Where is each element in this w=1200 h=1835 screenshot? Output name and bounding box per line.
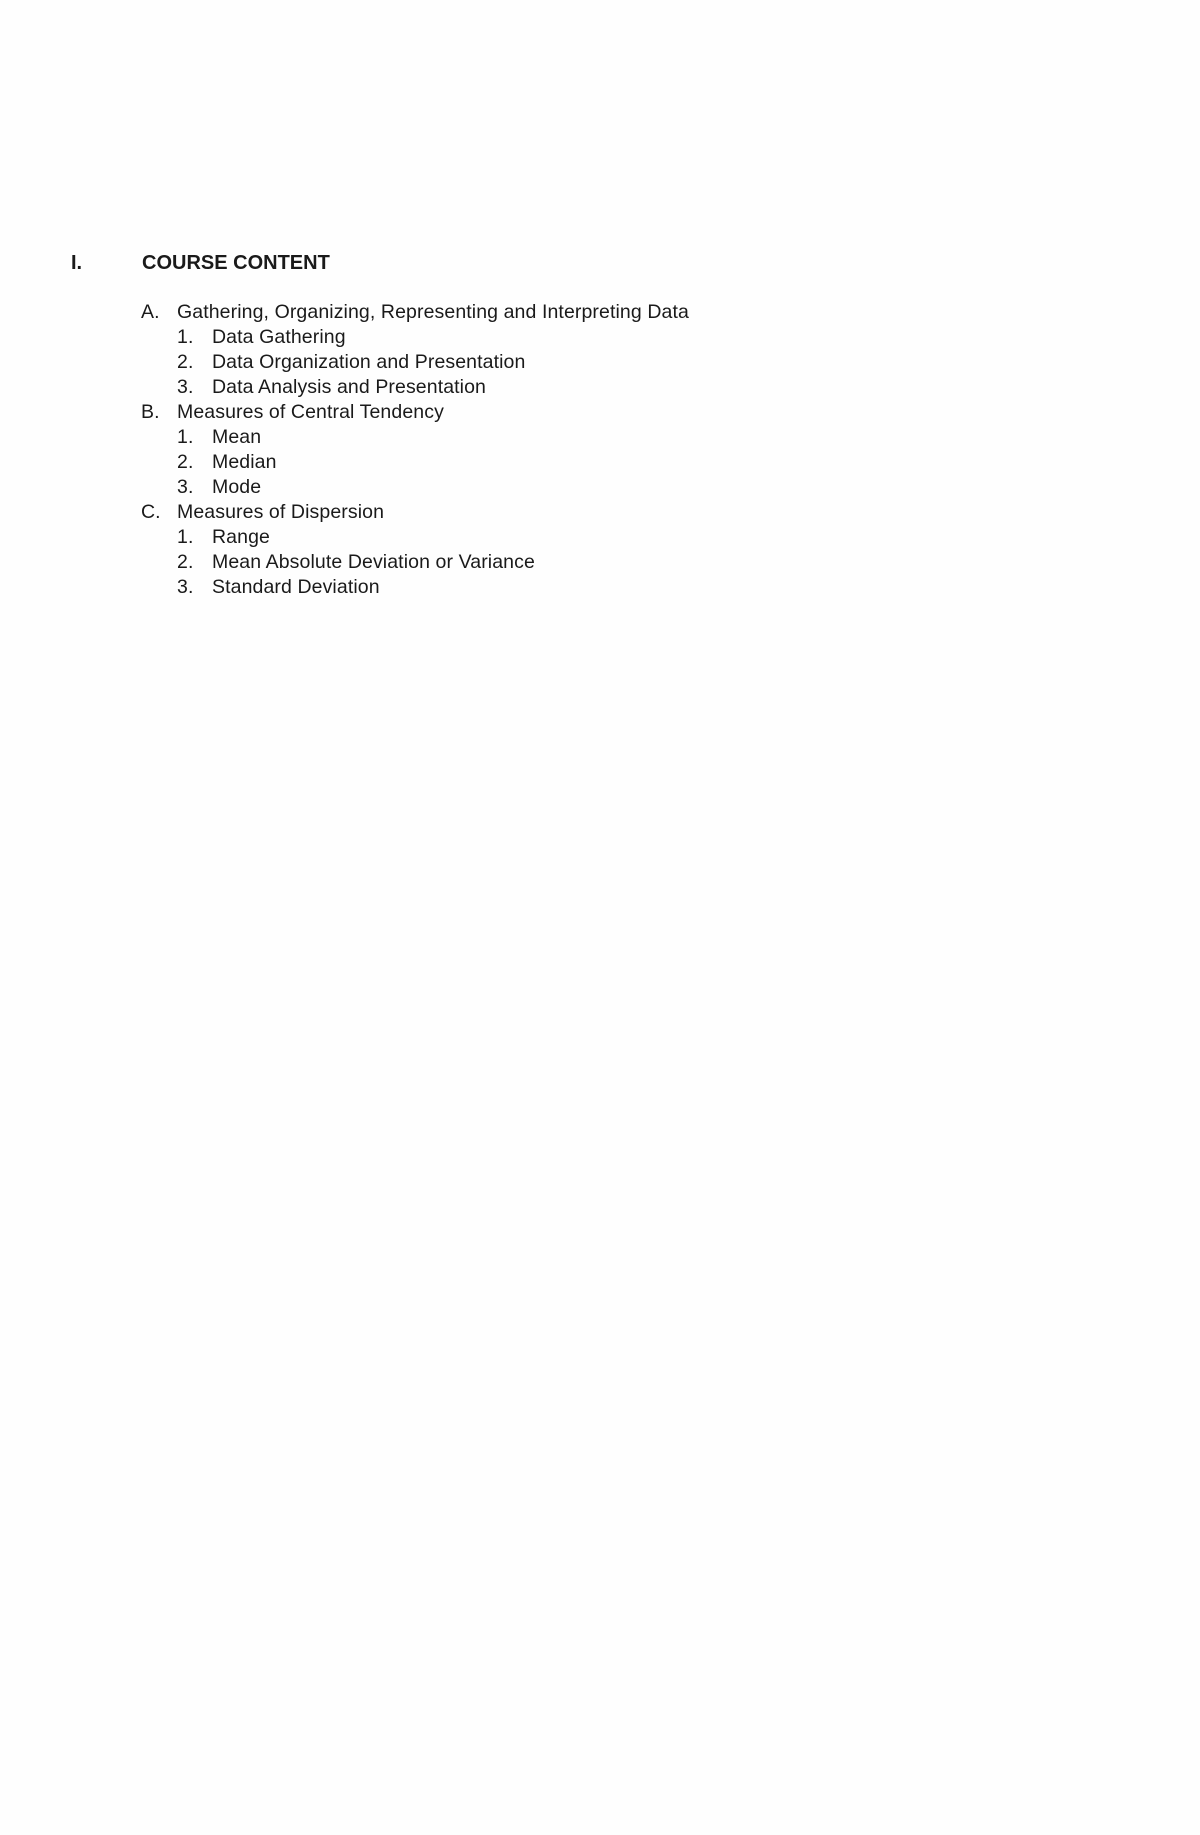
outline-subitem [141,575,1041,600]
outline-item-b [141,400,1041,425]
outline-subitem-text: Data Analysis and Presentation [212,376,487,398]
outline-subitem [141,475,1041,500]
outline-marker: 3. [177,376,194,398]
outline-marker: A. [141,301,160,323]
outline-subitem-text: Data Organization and Presentation [212,351,526,373]
outline-subitem [141,450,1041,475]
outline-marker: B. [141,401,160,423]
outline-subitem-text: Mean [212,426,262,448]
outline-marker: 3. [177,576,194,598]
outline-marker: 2. [177,451,194,473]
outline-marker: 2. [177,551,194,573]
outline-marker: C. [141,501,161,523]
outline-marker: 3. [177,476,194,498]
outline-item-text: Measures of Central Tendency [177,401,444,423]
outline-marker: 1. [177,426,194,448]
outline-item-text: Gathering, Organizing, Representing and Interpreting Data [177,301,689,323]
outline-subitem-text: Data Gathering [212,326,346,348]
outline-marker: 1. [177,526,194,548]
outline-subitem [141,350,1041,375]
section-title: COURSE CONTENT [142,252,330,274]
outline-subitem [141,525,1041,550]
outline-subitem [141,325,1041,350]
outline-subitem [141,375,1041,400]
course-outline [141,300,1041,600]
outline-subitem-text: Median [212,451,277,473]
outline-marker: 1. [177,326,194,348]
outline-item-text: Measures of Dispersion [177,501,385,523]
outline-subitem [141,550,1041,575]
outline-item-a [141,300,1041,325]
outline-subitem-text: Standard Deviation [212,576,380,598]
outline-subitem-text: Range [212,526,270,548]
outline-subitem-text: Mean Absolute Deviation or Variance [212,551,535,573]
outline-subitem [141,425,1041,450]
outline-item-c [141,500,1041,525]
outline-subitem-text: Mode [212,476,262,498]
section-numeral: I. [71,252,83,274]
outline-marker: 2. [177,351,194,373]
